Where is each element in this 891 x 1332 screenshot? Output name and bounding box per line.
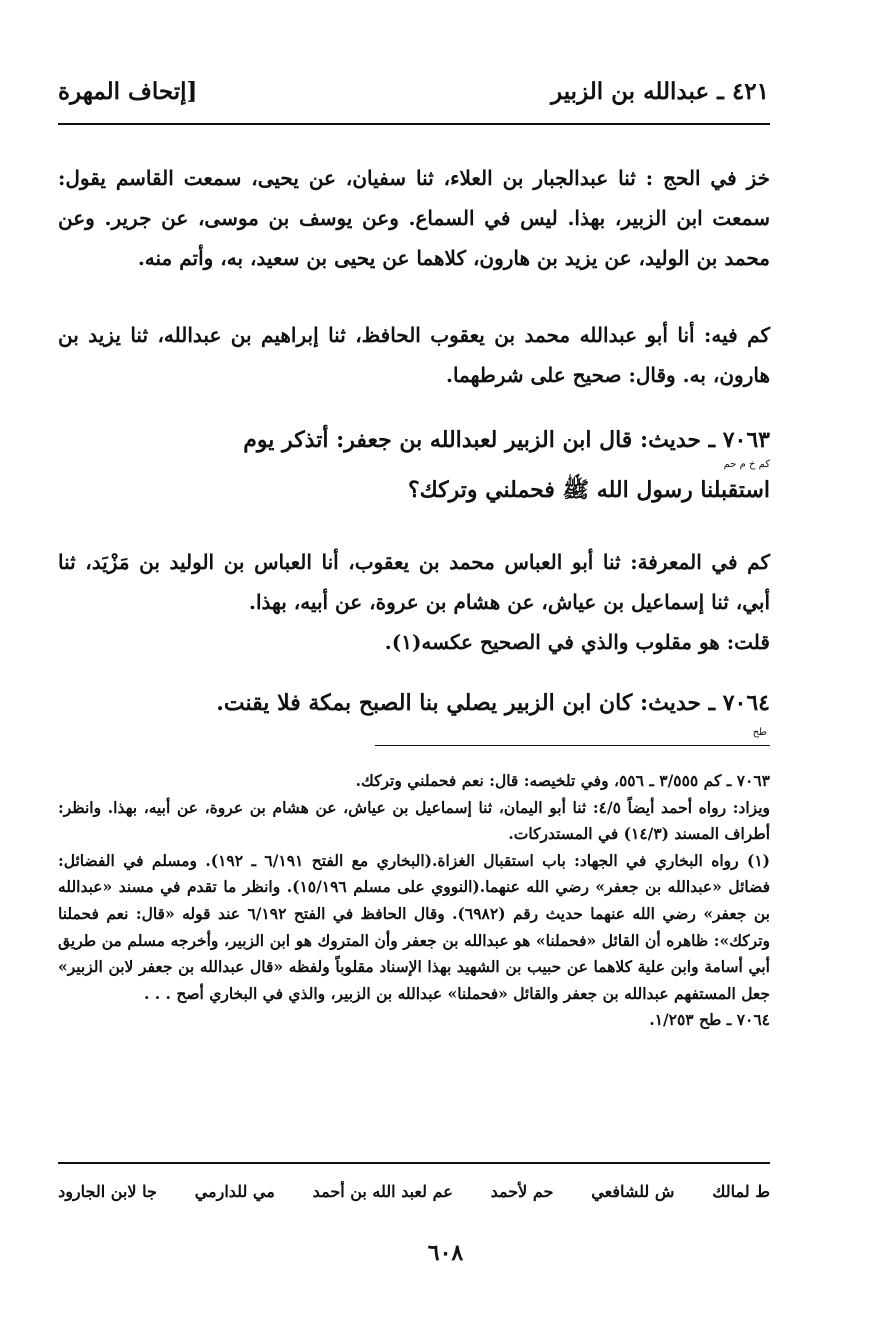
page-number: ٦٠٨ xyxy=(427,1240,464,1266)
legend-item: حم لأحمد xyxy=(490,1182,554,1201)
footnote-1: (١) رواه البخاري في الجهاد: باب استقبال الغزاة.(البخاري مع الفتح ٦/١٩١ ـ ١٩٢). ومسلم في الفضائل: فضائل «عبدالله بن جعفر» رضي الله عنهما.(النووي على مسلم ١٥/١٩٦). وانظر ما تقدم في مسند «عبدالله بن جعفر» رضي الله عنهما حديث رقم (٦٩٨٢). وقال الحافظ في الفتح ٦/١٩٢ عند قوله «قال: نعم فحملنا وتركك»: ظاهره أن القائل «فحملنا» هو عبدالله بن جعفر وأن المتروك هو ابن الزبير، وأخرجه مسلم من طريق أبي أسامة وابن علية كلاهما عن حبيب بن الشهيد بهذا الإسناد مقلوباً ولفظه «قال عبدالله بن جعفر لابن الزبير» جعل المستفهم عبدالله بن جعفر والقائل «فحملنا» عبدالله بن الزبير، والذي في البخاري أصح . . . xyxy=(58,850,770,1003)
legend-item: ش للشافعي xyxy=(591,1182,675,1201)
footnote-7063: ٧٠٦٣ ـ كم ٣/٥٥٥ ـ ٥٥٦، وفي تلخيصه: قال: نعم فحملني وتركك. xyxy=(355,771,770,790)
sigla-legend xyxy=(58,1182,770,1212)
legend-item: ط لمالك xyxy=(712,1182,770,1201)
legend-item: مي للدارمي xyxy=(194,1182,275,1201)
hadith-7064-sigla: طح xyxy=(752,727,767,738)
hadith-7063-sigla: كم خ م حم xyxy=(723,459,770,470)
paragraph-qult: قلت: هو مقلوب والذي في الصحيح عكسه(١). xyxy=(384,630,770,654)
running-header xyxy=(58,78,769,118)
footnote-7064: ٧٠٦٤ ـ طح ١/٢٥٣. xyxy=(649,1010,770,1030)
legend-rule xyxy=(58,1162,770,1164)
legend-item: جا لابن الجارود xyxy=(58,1182,157,1201)
paragraph-khz: خز في الحج : ثنا عبدالجبار بن العلاء، ثنا سفيان، عن يحيى، سمعت القاسم يقول: سمعت ابن الزبير، بهذا. ليس في السماع. وعن يوسف بن موسى، عن جرير. وعن محمد بن الوليد، عن يزيد بن هارون، كلاهما عن يحيى بن سعيد، به، وأتم منه. xyxy=(58,166,770,270)
paragraph-kam-fih: كم فيه: أنا أبو عبدالله محمد بن يعقوب الحافظ، ثنا إبراهيم بن عبدالله، ثنا يزيد بن هارون، به. وقال: صحيح على شرطهما. xyxy=(58,323,770,387)
footnote-separator xyxy=(375,745,770,746)
hadith-7063 xyxy=(58,420,770,510)
hadith-7063-line2: استقبلنا رسول الله ﷺ فحملني وتركك؟ xyxy=(407,477,770,503)
paragraph-kam-marifa-text: كم في المعرفة: ثنا أبو العباس محمد بن يعقوب، أنا العباس بن الوليد بن مَزْيَد، ثنا أبي، ثنا إسماعيل بن عياش، عن هشام بن عروة، عن أبيه، بهذا. xyxy=(58,550,770,614)
header-chapter-title: ٤٢١ ـ عبدالله بن الزبير xyxy=(551,78,769,105)
hadith-7063-line1: ٧٠٦٣ ـ حديث: قال ابن الزبير لعبدالله بن جعفر: أتذكر يوم xyxy=(243,427,770,453)
hadith-7064: ٧٠٦٤ ـ حديث: كان ابن الزبير يصلي بنا الصبح بمكة فلا يقنت. xyxy=(216,690,770,716)
header-book-title: [إتحاف المهرة xyxy=(58,78,198,105)
paragraph-kam-marifa xyxy=(58,542,770,662)
header-rule xyxy=(58,123,770,125)
footnote-ziyad: ويزاد: رواه أحمد أيضاً ٤/٥: ثنا أبو اليمان، ثنا إسماعيل بن عياش، عن هشام بن عروة، عن أبيه، بهذا. وانظر: أطراف المسند (١٤/٣) في المستدركات. xyxy=(58,797,770,844)
legend-item: عم لعبد الله بن أحمد xyxy=(312,1182,453,1201)
footnotes xyxy=(58,768,770,1034)
